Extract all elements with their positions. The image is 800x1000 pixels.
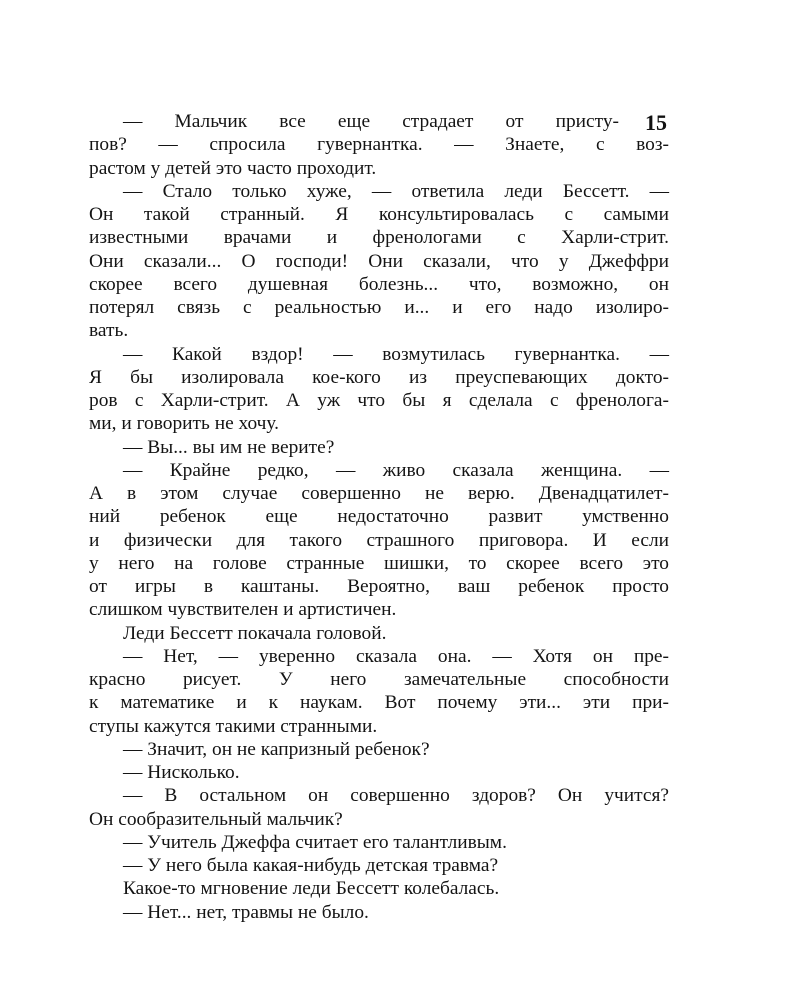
text-line: ступы кажутся такими странными. [89, 715, 378, 737]
text-line: ров с Харли-стрит. А уж что бы я сделала с френолога- [89, 390, 669, 411]
text-line: потерял связь с реальностью и... и его надо изолиро- [89, 297, 669, 318]
text-line: от игры в каштаны. Вероятно, ваш ребенок просто [89, 576, 669, 597]
text-line: — Какой вздор! — возмутилась гувернантка. — [123, 343, 669, 365]
text-line: известными врачами и френологами с Харли-стрит. [89, 227, 669, 249]
text-line: у него на голове странные шишки, то скорее всего это [89, 552, 669, 574]
text-line: Какое-то мгновение леди Бессетт колебалась. [123, 878, 500, 900]
text-line: ми, и говорить не хочу. [89, 413, 280, 435]
text-line: — У него была какая-нибудь детская травма? [123, 855, 499, 876]
body-text [89, 110, 669, 924]
text-line: — Учитель Джеффа считает его талантливым. [123, 831, 507, 853]
text-line: красно рисует. У него замечательные способности [89, 669, 669, 690]
text-line: Он сообразительный мальчик? [89, 808, 343, 830]
text-line: — В остальном он совершенно здоров? Он учится? [123, 785, 669, 807]
text-line: к математике и к наукам. Вот почему эти... эти при- [89, 692, 669, 714]
text-line: растом у детей это часто проходит. [89, 157, 377, 179]
text-line: Они сказали... О господи! Они сказали, что у Джеффри [89, 250, 669, 272]
text-line: — Вы... вы им не верите? [123, 436, 335, 458]
text-line: — Крайне редко, — живо сказала женщина. — [123, 459, 669, 481]
text-line: Я бы изолировала кое-кого из преуспевающих докто- [89, 366, 669, 388]
text-line: А в этом случае совершенно не верю. Двенадцатилет- [89, 483, 669, 504]
text-line: и физически для такого страшного приговора. И если [89, 529, 669, 551]
text-line: — Нет, — уверенно сказала она. — Хотя он пре- [123, 645, 669, 667]
text-line: — Нет... нет, травмы не было. [123, 901, 369, 923]
text-line: — Мальчик все еще страдает от присту- [123, 111, 619, 132]
text-line: — Значит, он не капризный ребенок? [123, 738, 430, 760]
text-line: Он такой странный. Я консультировалась с самыми [89, 204, 669, 225]
text-line: скорее всего душевная болезнь... что, возможно, он [89, 273, 669, 295]
text-line: вать. [89, 320, 129, 342]
text-line: пов? — спросила гувернантка. — Знаете, с воз- [89, 134, 669, 156]
text-line: ний ребенок еще недостаточно развит умственно [89, 506, 669, 528]
page-number: 15 [645, 110, 667, 135]
text-line: — Стало только хуже, — ответила леди Бессетт. — [123, 180, 669, 202]
text-line: слишком чувствителен и артистичен. [89, 599, 397, 621]
text-line: Леди Бессетт покачала головой. [123, 622, 387, 644]
text-line: — Нисколько. [123, 762, 240, 783]
